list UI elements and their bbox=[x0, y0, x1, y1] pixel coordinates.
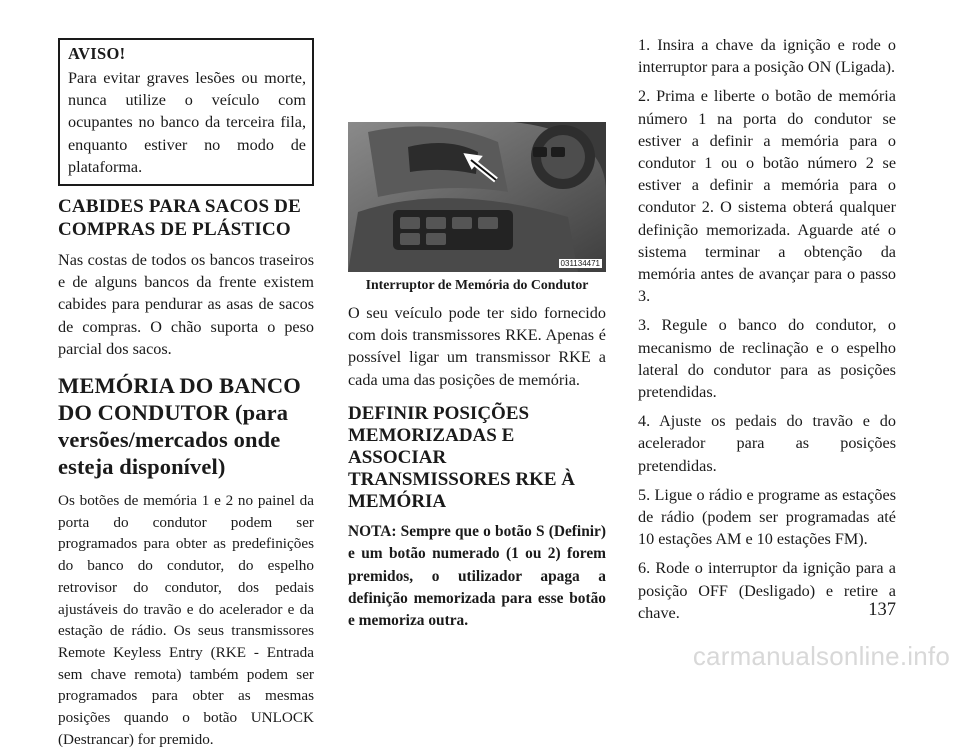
define-note: NOTA: Sempre que o botão S (Definir) e um botão numerado (1 ou 2) forem premidos, o utilizador apaga a definição memorizada para esse botão e memoriza outra. bbox=[348, 522, 606, 630]
warning-box bbox=[58, 38, 314, 186]
door-panel-illustration bbox=[348, 122, 606, 272]
page-number: 137 bbox=[868, 600, 896, 620]
hangers-text: Nas costas de todos os bancos traseiros e de alguns bancos da frente existem cabides para pendurar as asas de sacos de compras. O chão suporta o peso parcial dos sacos. bbox=[58, 251, 314, 358]
step-3: 3. Regule o banco do condutor, o mecanismo de reclinação e o espelho lateral do condutor para as posições pretendidas. bbox=[638, 316, 896, 402]
memory-text-continued bbox=[348, 34, 606, 110]
warning-text: Para evitar graves lesões ou morte, nunca utilize o veículo com ocupantes no banco da terceira fila, enquanto estiver no modo de plataforma. bbox=[68, 69, 306, 176]
step-6: 6. Rode o interruptor da ignição para a posição OFF (Desligado) e retire a chave. bbox=[638, 559, 896, 622]
figure-code: 031134471 bbox=[560, 259, 600, 268]
memory-switch-figure bbox=[348, 122, 606, 272]
hangers-heading: CABIDES PARA SACOS DE COMPRAS DE PLÁSTICO bbox=[58, 196, 301, 240]
figure-caption: Interruptor de Memória do Condutor bbox=[365, 277, 589, 292]
step-1: 1. Insira a chave da ignição e rode o interruptor para a posição ON (Ligada). bbox=[638, 36, 896, 77]
memory-heading: MEMÓRIA DO BANCO DO CONDUTOR (para versões/mercados onde esteja disponível) bbox=[58, 373, 301, 480]
step-2: 2. Prima e liberte o botão de memória número 1 na porta do condutor se estiver a definir a memória para o condutor 1 ou o botão número 2 se estiver a definir a memória para o condutor 2. O sistema obterá qualquer definição memorizada. Aguarde até o sistema terminar a obtenção da memória antes de avançar para o passo 3. bbox=[638, 87, 896, 306]
rke-text: O seu veículo pode ter sido fornecido com dois transmissores RKE. Apenas é possível ligar um transmissor RKE a cada uma das posições de memória. bbox=[348, 304, 606, 389]
step-4: 4. Ajuste os pedais do travão e do acelerador para as posições pretendidas. bbox=[638, 412, 896, 475]
column-1 bbox=[58, 38, 314, 748]
watermark: carmanualsonline.info bbox=[692, 641, 950, 671]
column-2 bbox=[348, 34, 606, 633]
define-heading: DEFINIR POSIÇÕES MEMORIZADAS E ASSOCIAR TRANSMISSORES RKE À MEMÓRIA bbox=[348, 402, 575, 512]
step-5: 5. Ligue o rádio e programe as estações de rádio (podem ser programadas até 10 estações AM e 10 estações FM). bbox=[638, 485, 896, 549]
warning-title: AVISO! bbox=[68, 44, 126, 63]
memory-text: Os botões de memória 1 e 2 no painel da porta do condutor podem ser programados para obter as predefinições do banco do condutor, do espelho retrovisor do condutor, dos pedais ajustáveis do travão e do acelerador e da estação de rádio. Os seus transmissores Remote Keyless Entry (RKE - Entrada sem chave remota) também podem ser programados para obter as mesmas posições quando o botão UNLOCK (Destrancar) for premido. bbox=[58, 492, 314, 748]
column-3 bbox=[638, 34, 896, 631]
